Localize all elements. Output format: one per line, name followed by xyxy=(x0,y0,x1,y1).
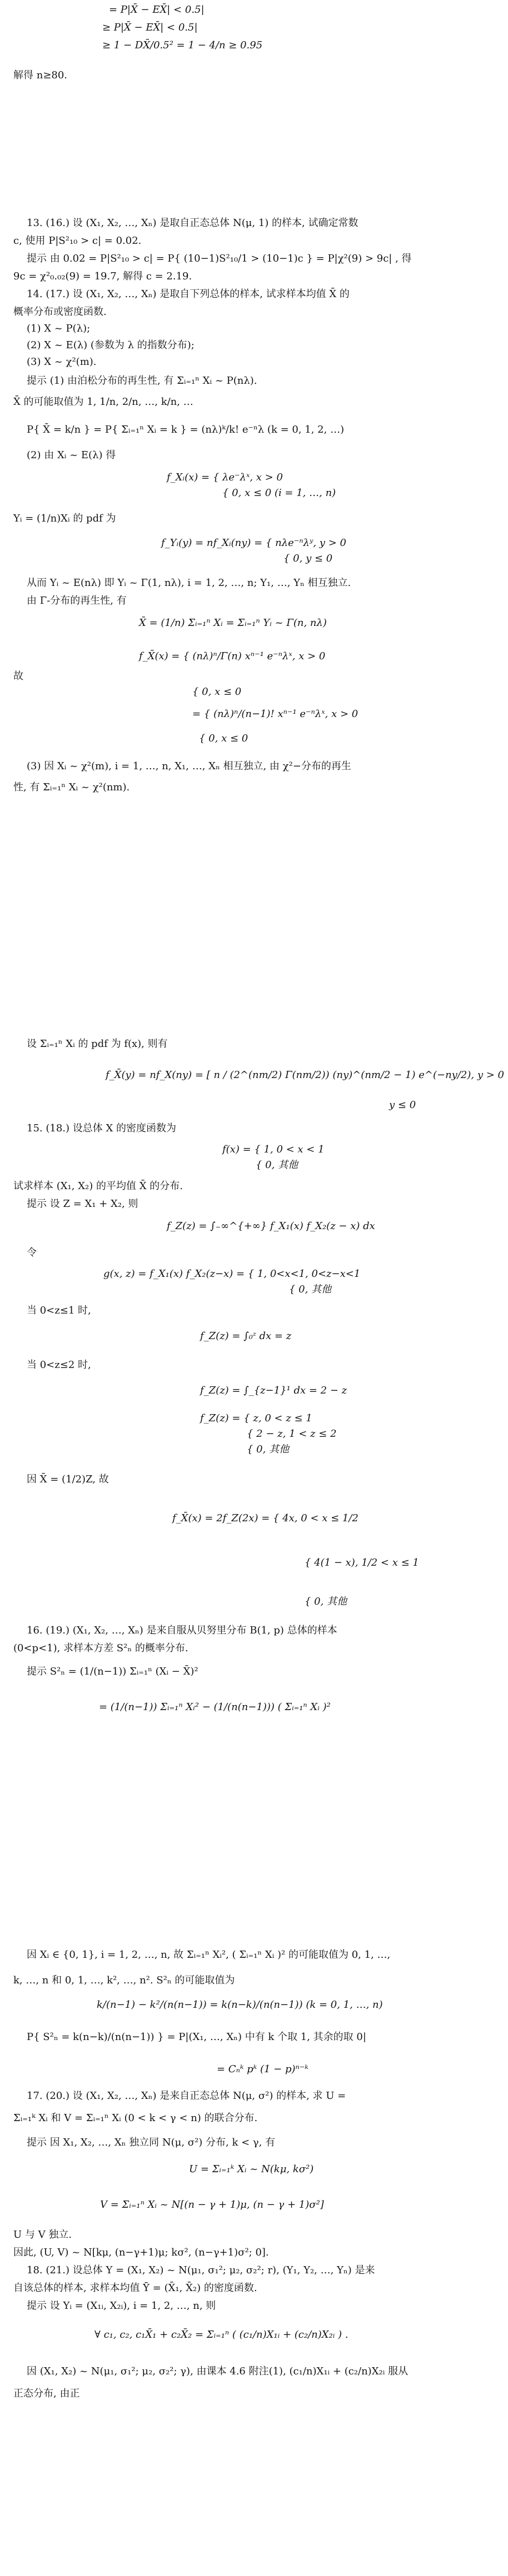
formula-line: f_Yᵢ(y) = nf_Xᵢ(ny) = { nλe⁻ⁿλʸ, y > 0 xyxy=(161,537,346,549)
text-line: 提示 因 X₁, X₂, …, Xₙ 独立同 N(μ, σ²) 分布, k < γ, 有 xyxy=(27,2137,276,2148)
formula-line: f_Z(z) = ∫₀ᶻ dx = z xyxy=(200,1330,292,1342)
text-line: 18. (21.) 设总体 Y = (X₁, X₂) ~ N(μ₁, σ₁²; μ₂, σ₂²; r), (Y₁, Y₂, …, Yₙ) 是来 xyxy=(27,2264,375,2276)
formula-line: k/(n−1) − k²/(n(n−1)) = k(n−k)/(n(n−1)) (k = 0, 1, …, n) xyxy=(97,1999,383,2011)
formula-line: U = Σᵢ₌₁ᵏ Xᵢ ~ N(kμ, kσ²) xyxy=(189,2163,314,2175)
text-line: 因 X̄ = (1/2)Z, 故 xyxy=(27,1474,109,1485)
formula-line: f_Z(z) = { z, 0 < z ≤ 1 xyxy=(200,1412,312,1424)
formula-line: = (1/(n−1)) Σᵢ₌₁ⁿ Xᵢ² − (1/(n(n−1))) ( Σᵢ₌₁ⁿ Xᵢ )² xyxy=(99,1701,331,1713)
formula-line: f_X̄(y) = nf_X(ny) = [ n / (2^(nm/2) Γ(nm/2)) (ny)^(nm/2 − 1) e^(−ny/2), y > 0 xyxy=(106,1069,504,1081)
text-line: 因此, (U, V) ~ N[kμ, (n−γ+1)μ; kσ², (n−γ+1)σ²; 0]. xyxy=(13,2247,269,2258)
text-line: 设 Σᵢ₌₁ⁿ Xᵢ 的 pdf 为 f(x), 则有 xyxy=(27,1038,168,1050)
formula-line: = Cₙᵏ pᵏ (1 − p)ⁿ⁻ᵏ xyxy=(217,2063,308,2075)
text-line: 14. (17.) 设 (X₁, X₂, …, Xₙ) 是取自下列总体的样本, 试求样本均值 X̄ 的 xyxy=(27,288,350,300)
text-line: 提示 设 Z = X₁ + X₂, 则 xyxy=(27,1198,138,1210)
formula-line: { 2 − z, 1 < z ≤ 2 xyxy=(247,1428,337,1440)
text-line: 试求样本 (X₁, X₂) 的平均值 X̄ 的分布. xyxy=(13,1180,183,1192)
formula-line: f_Z(z) = ∫₋∞^{+∞} f_X₁(x) f_X₂(z − x) dx xyxy=(167,1220,375,1232)
text-line: 16. (19.) (X₁, X₂, …, Xₙ) 是来自服从贝努里分布 B(1, p) 总体的样本 xyxy=(27,1625,337,1636)
text-line: 正态分布, 由正 xyxy=(13,2388,80,2399)
text-line: 17. (20.) 设 (X₁, X₂, …, Xₙ) 是来自正态总体 N(μ, σ²) 的样本, 求 U = xyxy=(27,2090,346,2102)
formula-line: g(x, z) = f_X₁(x) f_X₂(z−x) = { 1, 0<x<1, 0<z−x<1 xyxy=(103,1268,361,1280)
formula-line: f_Z(z) = ∫_{z−1}¹ dx = 2 − z xyxy=(200,1385,347,1396)
formula-line: y ≤ 0 xyxy=(389,1099,416,1111)
formula-line: { 0, 其他 xyxy=(289,1284,332,1295)
text-line: U 与 V 独立. xyxy=(13,2229,72,2241)
formula-line: { 0, 其他 xyxy=(305,1596,347,1607)
formula-line: { 4(1 − x), 1/2 < x ≤ 1 xyxy=(305,1557,419,1568)
text-line: 概率分布或密度函数. xyxy=(13,306,107,318)
formula-line: { 0, x ≤ 0 xyxy=(192,686,242,698)
text-line: 解得 n≥80. xyxy=(13,69,68,81)
text-line: c, 使用 P|S²₁₀ > c| = 0.02. xyxy=(13,235,142,247)
text-line: 故 xyxy=(13,670,23,682)
text-line: 性, 有 Σᵢ₌₁ⁿ Xᵢ ~ χ²(nm). xyxy=(13,781,130,793)
text-line: Yᵢ = (1/n)Xᵢ 的 pdf 为 xyxy=(13,513,116,524)
text-line: 提示 由 0.02 = P|S²₁₀ > c| = P{ (10−1)S²₁₀/1 > (10−1)c } = P|χ²(9) > 9c| , 得 xyxy=(27,253,412,264)
text-line: P{ S²ₙ = k(n−k)/(n(n−1)) } = P|(X₁, …, Xₙ) 中有 k 个取 1, 其余的取 0| xyxy=(27,2031,366,2043)
formula-line: ≥ 1 − DX̄/0.5² = 1 − 4/n ≥ 0.95 xyxy=(102,39,263,51)
text-line: P{ X̄ = k/n } = P{ Σᵢ₌₁ⁿ Xᵢ = k } = (nλ)ᵏ/k! e⁻ⁿλ (k = 0, 1, 2, …) xyxy=(27,424,345,435)
text-line: 自该总体的样本, 求样本均值 Ȳ = (X̄₁, X̄₂) 的密度函数. xyxy=(13,2282,257,2294)
formula-line: { 0, y ≤ 0 xyxy=(283,553,333,564)
text-line: 提示 (1) 由泊松分布的再生性, 有 Σᵢ₌₁ⁿ Xᵢ ~ P(nλ). xyxy=(27,375,257,387)
formula-line: = { (nλ)ⁿ/(n−1)! xⁿ⁻¹ e⁻ⁿλˣ, x > 0 xyxy=(192,708,358,720)
text-line: 提示 S²ₙ = (1/(n−1)) Σᵢ₌₁ⁿ (Xᵢ − X̄)² xyxy=(27,1666,198,1677)
text-line: 从而 Yᵢ ~ E(nλ) 即 Yᵢ ~ Γ(1, nλ), i = 1, 2, …, n; Y₁, …, Yₙ 相互独立. xyxy=(27,577,351,589)
formula-line: { 0, 其他 xyxy=(247,1444,290,1455)
formula-line: { 0, x ≤ 0 (i = 1, …, n) xyxy=(222,487,336,499)
text-line: 令 xyxy=(27,1247,37,1259)
formula-line: V = Σᵢ₌₁ⁿ Xᵢ ~ N[(n − γ + 1)μ, (n − γ + 1)σ²] xyxy=(100,2199,324,2211)
text-line: Σᵢ₌₁ᵏ Xᵢ 和 V = Σᵢ₌₁ⁿ Xᵢ (0 < k < γ < n) 的联合分布. xyxy=(13,2112,258,2124)
text-line: 当 0<z≤1 时, xyxy=(27,1305,91,1316)
formula-line: { 0, x ≤ 0 xyxy=(199,733,248,744)
text-line: (2) 由 Xᵢ ~ E(λ) 得 xyxy=(27,449,116,461)
formula-line: f_X̄(x) = 2f_Z(2x) = { 4x, 0 < x ≤ 1/2 xyxy=(172,1512,358,1524)
text-line: 13. (16.) 设 (X₁, X₂, …, Xₙ) 是取自正态总体 N(μ, 1) 的样本, 试确定常数 xyxy=(27,217,358,229)
text-line: (0<p<1), 求样本方差 S²ₙ 的概率分布. xyxy=(13,1642,188,1654)
text-line: 因 (X₁, X₂) ~ N(μ₁, σ₁²; μ₂, σ₂²; γ), 由课本 4.6 附注(1), (c₁/n)X₁ᵢ + (c₂/n)X₂ᵢ 服从 xyxy=(27,2365,409,2377)
text-line: 9c = χ²₀.₀₂(9) = 19.7, 解得 c = 2.19. xyxy=(13,270,192,282)
formula-line: = P|X̄ − EX̄| < 0.5| xyxy=(109,4,205,16)
text-line: 提示 设 Yᵢ = (X₁ᵢ, X₂ᵢ), i = 1, 2, …, n, 则 xyxy=(27,2300,216,2312)
text-line: (3) 因 Xᵢ ~ χ²(m), i = 1, …, n, X₁, …, Xₙ 相互独立, 由 χ²−分布的再生 xyxy=(27,760,351,772)
text-line: (3) X ~ χ²(m). xyxy=(27,356,97,368)
formula-line: ∀ c₁, c₂, c₁X̄₁ + c₂X̄₂ = Σᵢ₌₁ⁿ ( (c₁/n)X₁ᵢ + (c₂/n)X₂ᵢ ) . xyxy=(94,2329,348,2341)
formula-line: f_X̄(x) = { (nλ)ⁿ/Γ(n) xⁿ⁻¹ e⁻ⁿλˣ, x > 0 xyxy=(139,650,326,662)
formula-line: f_Xᵢ(x) = { λe⁻λˣ, x > 0 xyxy=(167,472,283,483)
text-line: 因 Xᵢ ∈ {0, 1}, i = 1, 2, …, n, 故 Σᵢ₌₁ⁿ Xᵢ², ( Σᵢ₌₁ⁿ Xᵢ )² 的可能取值为 0, 1, …, xyxy=(27,1949,391,1961)
text-line: (1) X ~ P(λ); xyxy=(27,323,91,334)
formula-line: ≥ P|X̄ − EX̄| < 0.5| xyxy=(102,22,198,33)
text-line: k, …, n 和 0, 1, …, k², …, n². S²ₙ 的可能取值为 xyxy=(13,1974,235,1986)
formula-line: { 0, 其他 xyxy=(256,1159,298,1171)
text-line: (2) X ~ E(λ) (参数为 λ 的指数分布); xyxy=(27,339,195,351)
text-line: 当 0<z≤2 时, xyxy=(27,1359,91,1371)
text-line: 由 Γ-分布的再生性, 有 xyxy=(27,595,127,607)
text-line: 15. (18.) 设总体 X 的密度函数为 xyxy=(27,1122,176,1134)
formula-line: X̄ = (1/n) Σᵢ₌₁ⁿ Xᵢ = Σᵢ₌₁ⁿ Yᵢ ~ Γ(n, nλ) xyxy=(139,617,327,629)
text-line: X̄ 的可能取值为 1, 1/n, 2/n, …, k/n, … xyxy=(13,396,193,408)
formula-line: f(x) = { 1, 0 < x < 1 xyxy=(222,1144,325,1155)
